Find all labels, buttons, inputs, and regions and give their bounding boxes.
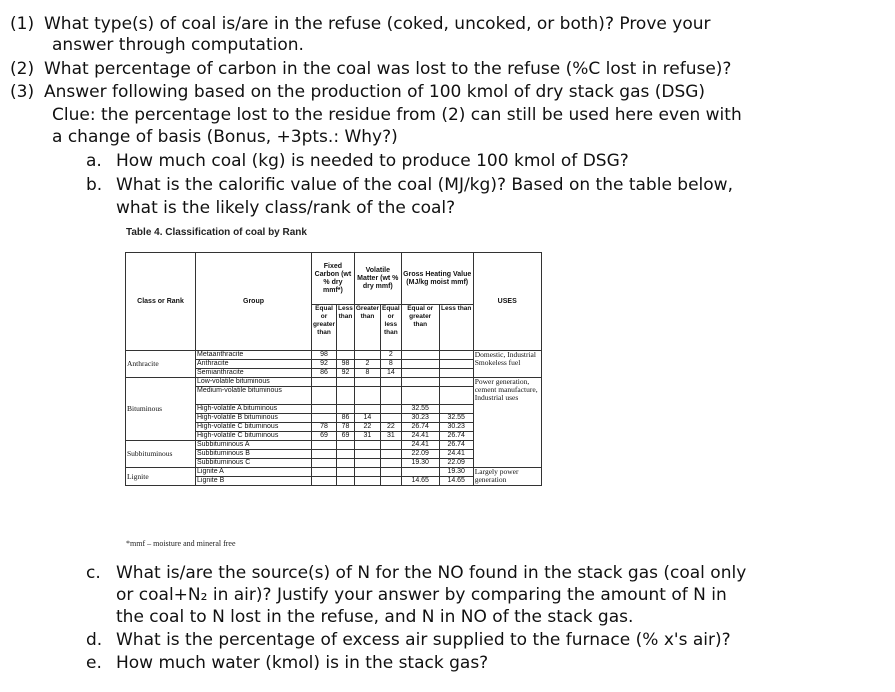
question-number: (3) — [10, 82, 35, 102]
value-cell-vm-le — [381, 468, 402, 477]
question-text: or coal+N₂ in air)? Justify your answer by comparing the amount of N in — [116, 585, 727, 605]
value-cell-gh-lt — [439, 405, 473, 414]
value-cell-fc-lt: 92 — [337, 369, 355, 378]
question-text: How much water (kmol) is in the stack gas? — [116, 653, 489, 673]
value-cell-gh-lt: 26.74 — [439, 441, 473, 450]
question-1-cont — [52, 35, 304, 55]
value-cell-vm-le — [381, 405, 402, 414]
value-cell-fc-ge: 92 — [312, 360, 337, 369]
value-cell-vm-gt — [354, 405, 380, 414]
question-text: Answer following based on the production of 100 kmol of dry stack gas (DSG) — [44, 82, 706, 102]
value-cell-fc-lt — [337, 351, 355, 360]
group-cell: Anthracite — [196, 360, 312, 369]
value-cell-vm-gt — [354, 351, 380, 360]
question-text: answer through computation. — [52, 35, 304, 55]
question-text: the coal to N lost in the refuse, and N in NO of the stack gas. — [116, 607, 634, 627]
question-text: What is the percentage of excess air supplied to the furnace (% x's air)? — [116, 630, 731, 650]
coal-classification-table — [125, 252, 542, 486]
value-cell-gh-lt — [439, 360, 473, 369]
value-cell-vm-le: 8 — [381, 360, 402, 369]
value-cell-gh-ge: 22.09 — [401, 450, 439, 459]
subheader-fc-ge: Equal or greater than — [312, 305, 337, 351]
class-cell: Subbituminous — [126, 441, 196, 468]
question-c — [86, 563, 746, 583]
question-3-clue-cont — [52, 127, 398, 147]
value-cell-gh-ge: 19.30 — [401, 459, 439, 468]
question-b-cont — [116, 198, 455, 218]
question-c-cont — [116, 585, 727, 605]
question-1 — [10, 14, 711, 34]
value-cell-vm-gt — [354, 477, 380, 486]
class-cell: Bituminous — [126, 378, 196, 441]
value-cell-gh-lt — [439, 378, 473, 387]
group-cell: Medium-volatile bituminous — [196, 387, 312, 405]
value-cell-fc-ge — [312, 441, 337, 450]
value-cell-fc-lt: 69 — [337, 432, 355, 441]
question-3-clue — [52, 105, 742, 125]
value-cell-gh-ge: 32.55 — [401, 405, 439, 414]
question-text: What percentage of carbon in the coal was lost to the refuse (%C lost in refuse)? — [44, 59, 732, 79]
uses-cell: Domestic, Industrial Smokeless fuel — [473, 351, 541, 378]
question-text: what is the likely class/rank of the coal? — [116, 198, 456, 218]
value-cell-vm-le: 2 — [381, 351, 402, 360]
question-number: b. — [86, 175, 103, 195]
question-text: Clue: the percentage lost to the residue from (2) can still be used here even with — [52, 105, 742, 125]
value-cell-fc-ge: 69 — [312, 432, 337, 441]
value-cell-gh-lt: 26.74 — [439, 432, 473, 441]
value-cell-gh-lt: 32.55 — [439, 414, 473, 423]
value-cell-fc-lt — [337, 378, 355, 387]
group-cell: Low-volatile bituminous — [196, 378, 312, 387]
table-title: Table 4. Classification of coal by Rank — [126, 227, 307, 238]
value-cell-fc-ge — [312, 477, 337, 486]
value-cell-gh-ge: 14.65 — [401, 477, 439, 486]
uses-cell: Power generation, cement manufacture, Industrial uses — [473, 378, 541, 468]
question-text: What type(s) of coal is/are in the refuse (coked, uncoked, or both)? Prove your — [44, 14, 711, 34]
group-cell: Subbituminous C — [196, 459, 312, 468]
question-number: (2) — [10, 59, 35, 79]
question-number: c. — [86, 563, 101, 583]
group-cell: Metaanthracite — [196, 351, 312, 360]
table-footnote: *mmf – moisture and mineral free — [126, 539, 236, 548]
value-cell-fc-ge — [312, 450, 337, 459]
value-cell-gh-ge: 30.23 — [401, 414, 439, 423]
question-b — [86, 175, 733, 195]
value-cell-fc-ge — [312, 414, 337, 423]
value-cell-gh-lt — [439, 369, 473, 378]
class-cell: Anthracite — [126, 351, 196, 378]
value-cell-fc-ge — [312, 387, 337, 405]
value-cell-vm-gt — [354, 450, 380, 459]
class-cell: Lignite — [126, 468, 196, 486]
value-cell-gh-lt: 24.41 — [439, 450, 473, 459]
question-d — [86, 630, 731, 650]
value-cell-gh-ge — [401, 468, 439, 477]
value-cell-vm-gt — [354, 387, 380, 405]
question-number: (1) — [10, 14, 35, 34]
value-cell-vm-le — [381, 477, 402, 486]
value-cell-gh-lt: 14.65 — [439, 477, 473, 486]
question-c-cont2 — [116, 607, 633, 627]
uses-cell: Largely power generation — [473, 468, 541, 486]
value-cell-vm-gt: 8 — [354, 369, 380, 378]
header-volatile-matter: Volatile Matter (wt % dry mmf) — [354, 253, 401, 305]
value-cell-fc-lt — [337, 441, 355, 450]
value-cell-gh-ge — [401, 351, 439, 360]
value-cell-fc-lt: 78 — [337, 423, 355, 432]
group-cell: Semianthracite — [196, 369, 312, 378]
value-cell-fc-ge: 78 — [312, 423, 337, 432]
subheader-gh-lt: Less than — [439, 305, 473, 351]
value-cell-fc-ge: 98 — [312, 351, 337, 360]
question-text: a change of basis (Bonus, +3pts.: Why?) — [52, 127, 398, 147]
value-cell-gh-ge: 24.41 — [401, 441, 439, 450]
value-cell-gh-ge: 26.74 — [401, 423, 439, 432]
question-text: What is the calorific value of the coal (MJ/kg)? Based on the table below, — [116, 175, 733, 195]
value-cell-fc-lt — [337, 468, 355, 477]
value-cell-vm-gt: 31 — [354, 432, 380, 441]
header-gross-heating: Gross Heating Value (MJ/kg moist mmf) — [401, 253, 473, 305]
value-cell-gh-ge — [401, 369, 439, 378]
subheader-vm-le: Equal or less than — [381, 305, 402, 351]
table-row — [126, 468, 542, 477]
question-text: How much coal (kg) is needed to produce 100 kmol of DSG? — [116, 151, 629, 171]
value-cell-vm-gt: 14 — [354, 414, 380, 423]
table-row — [126, 378, 542, 387]
value-cell-vm-le — [381, 459, 402, 468]
value-cell-gh-lt — [439, 351, 473, 360]
header-class: Class or Rank — [126, 253, 196, 351]
value-cell-vm-le: 14 — [381, 369, 402, 378]
group-cell: Subbituminous B — [196, 450, 312, 459]
header-group: Group — [196, 253, 312, 351]
value-cell-vm-le — [381, 414, 402, 423]
question-3 — [10, 82, 705, 102]
group-cell: Lignite B — [196, 477, 312, 486]
question-2 — [10, 59, 731, 79]
table-row — [126, 351, 542, 360]
value-cell-gh-ge: 24.41 — [401, 432, 439, 441]
value-cell-vm-gt — [354, 468, 380, 477]
group-cell: Subbituminous A — [196, 441, 312, 450]
question-number: e. — [86, 653, 102, 673]
value-cell-vm-gt — [354, 459, 380, 468]
group-cell: High-volatile A bituminous — [196, 405, 312, 414]
value-cell-gh-ge — [401, 360, 439, 369]
value-cell-fc-ge — [312, 405, 337, 414]
value-cell-fc-ge — [312, 378, 337, 387]
header-uses: USES — [473, 253, 541, 351]
group-cell: High-volatile C bituminous — [196, 432, 312, 441]
value-cell-vm-gt: 2 — [354, 360, 380, 369]
question-a — [86, 151, 629, 171]
value-cell-fc-lt: 86 — [337, 414, 355, 423]
value-cell-fc-lt: 98 — [337, 360, 355, 369]
value-cell-vm-le — [381, 378, 402, 387]
value-cell-fc-lt — [337, 387, 355, 405]
value-cell-fc-lt — [337, 459, 355, 468]
group-cell: Lignite A — [196, 468, 312, 477]
group-cell: High-volatile B bituminous — [196, 414, 312, 423]
value-cell-vm-le — [381, 450, 402, 459]
value-cell-vm-gt — [354, 441, 380, 450]
value-cell-fc-lt — [337, 477, 355, 486]
value-cell-gh-ge — [401, 378, 439, 387]
value-cell-vm-le: 31 — [381, 432, 402, 441]
question-number: d. — [86, 630, 103, 650]
value-cell-fc-ge — [312, 459, 337, 468]
value-cell-fc-ge: 86 — [312, 369, 337, 378]
value-cell-vm-le: 22 — [381, 423, 402, 432]
value-cell-gh-ge — [401, 387, 439, 405]
question-number: a. — [86, 151, 102, 171]
subheader-fc-lt: Less than — [337, 305, 355, 351]
value-cell-fc-ge — [312, 468, 337, 477]
subheader-gh-ge: Equal or greater than — [401, 305, 439, 351]
value-cell-vm-le — [381, 441, 402, 450]
value-cell-gh-lt: 30.23 — [439, 423, 473, 432]
value-cell-fc-lt — [337, 405, 355, 414]
value-cell-gh-lt — [439, 387, 473, 405]
value-cell-vm-gt — [354, 378, 380, 387]
value-cell-gh-lt: 19.30 — [439, 468, 473, 477]
question-text: What is/are the source(s) of N for the NO found in the stack gas (coal only — [116, 563, 747, 583]
question-e — [86, 653, 488, 673]
group-cell: High-volatile C bituminous — [196, 423, 312, 432]
value-cell-fc-lt — [337, 450, 355, 459]
header-fixed-carbon: Fixed Carbon (wt % dry mmf*) — [312, 253, 355, 305]
value-cell-vm-gt: 22 — [354, 423, 380, 432]
value-cell-gh-lt: 22.09 — [439, 459, 473, 468]
value-cell-vm-le — [381, 387, 402, 405]
subheader-vm-gt: Greater than — [354, 305, 380, 351]
